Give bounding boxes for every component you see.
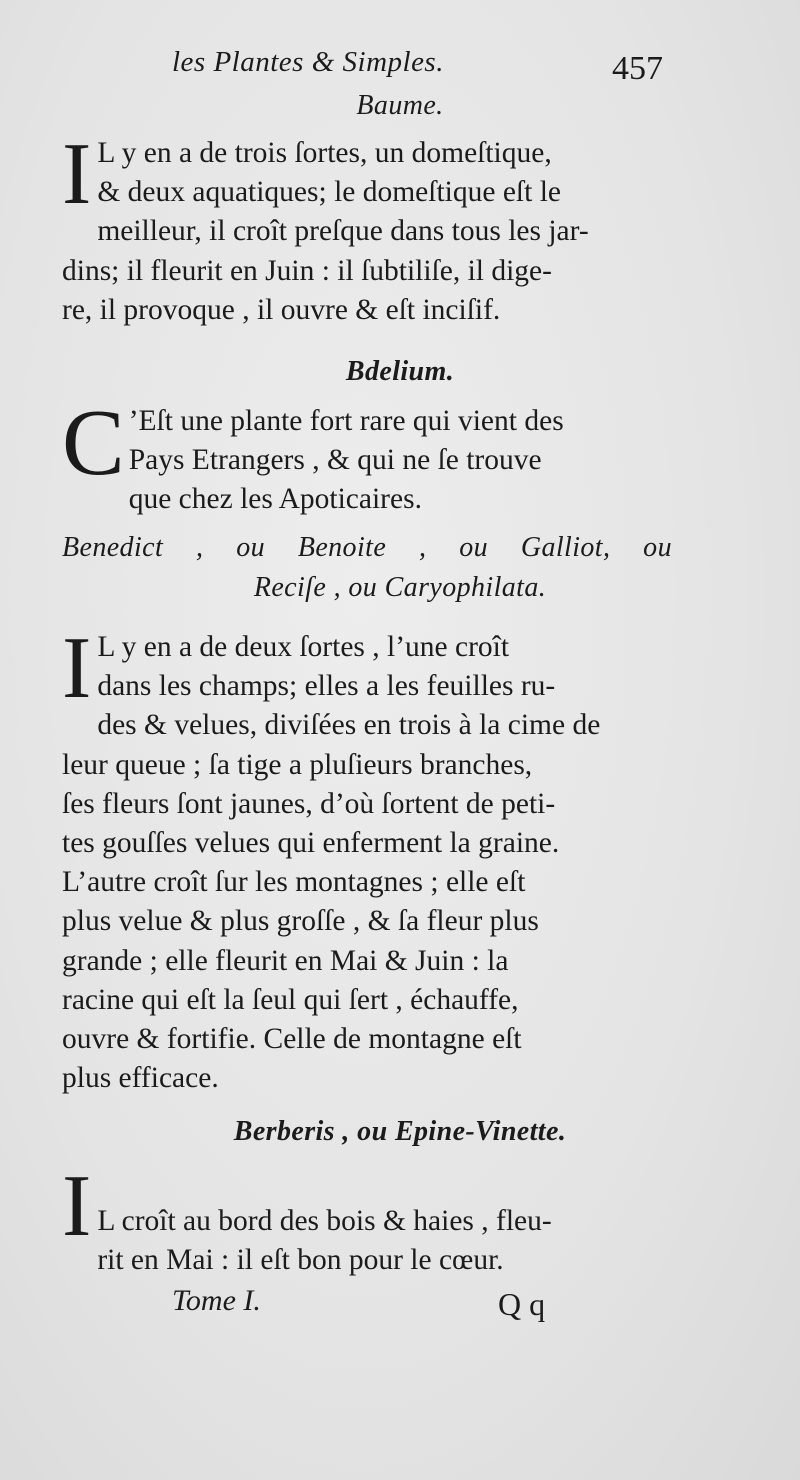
text-line: ſes fleurs ſont jaunes, d’où ſortent de peti- (62, 787, 556, 820)
text-line: plus efficace. (62, 1062, 219, 1095)
entry-text-baume (62, 126, 672, 330)
text-line: plus velue & plus groſſe , & ſa fleur plus (62, 905, 539, 938)
text-line: des & velues, diviſées en trois à la cime de (97, 709, 601, 742)
entry-title-benedict-line-1: Benedict , ou Benoite , ou Galliot, ou (62, 532, 672, 563)
page-header (0, 44, 800, 94)
page-number: 457 (612, 50, 663, 87)
printer-signature: Q q (498, 1286, 546, 1322)
text-line: ouvre & fortifie. Celle de montagne eſt (62, 1023, 522, 1056)
text-line: Pays Etrangers , & qui ne ſe trouve (128, 444, 542, 477)
text-line: tes gouſſes velues qui enferment la graine. (62, 827, 560, 860)
text-line: & deux aquatiques; le domeſtique eſt le (97, 176, 561, 209)
text-line: leur queue ; ſa tige a pluſieurs branches, (62, 748, 533, 781)
text-line: L y en a de trois ſortes, un domeſtique, (97, 137, 552, 169)
dropcap: I (62, 126, 92, 223)
text-line: re, il provoque , il ouvre & eſt inciſif. (62, 293, 501, 326)
text-line: ’Eſt une plante fort rare qui vient des (128, 405, 564, 437)
text-line: L’autre croît ſur les montagnes ; elle eſt (62, 866, 526, 899)
text-line: grande ; elle fleurit en Mai & Juin : la (62, 944, 509, 977)
entry-title-bdelium: Bdelium. (345, 356, 455, 387)
dropcap: I (62, 620, 92, 717)
dropcap: C (62, 391, 125, 495)
entry-title-benedict-line-2: Reciſe , ou Caryophilata. (253, 572, 547, 603)
dropcap: I (62, 1158, 92, 1255)
text-line: meilleur, il croît preſque dans tous les jar- (97, 215, 589, 248)
running-title: les Plantes & Simples. (172, 46, 444, 78)
entry-title-baume: Baume. (356, 90, 444, 121)
entry-text-benedict (62, 620, 672, 1098)
text-line: L y en a de deux ſortes , l’une croît (97, 631, 510, 663)
volume-label: Tome I. (172, 1284, 261, 1317)
entry-text-berberis (62, 1158, 672, 1280)
text-line: racine qui eſt la ſeul qui ſert , échauffe, (62, 983, 519, 1016)
entry-title-berberis: Berberis , ou Epine-Vinette. (233, 1116, 567, 1147)
text-line: L croît au bord des bois & haies , fleu- (97, 1205, 552, 1237)
entry-text-bdelium (62, 391, 672, 520)
text-line: que chez les Apoticaires. (128, 483, 422, 516)
page-footer (0, 1284, 800, 1334)
text-line: dans les champs; elles a les feuilles ru- (97, 670, 556, 703)
text-line: dins; il fleurit en Juin : il ſubtiliſe, il dige- (62, 254, 552, 287)
text-line: rit en Mai : il eſt bon pour le cœur. (97, 1244, 504, 1277)
